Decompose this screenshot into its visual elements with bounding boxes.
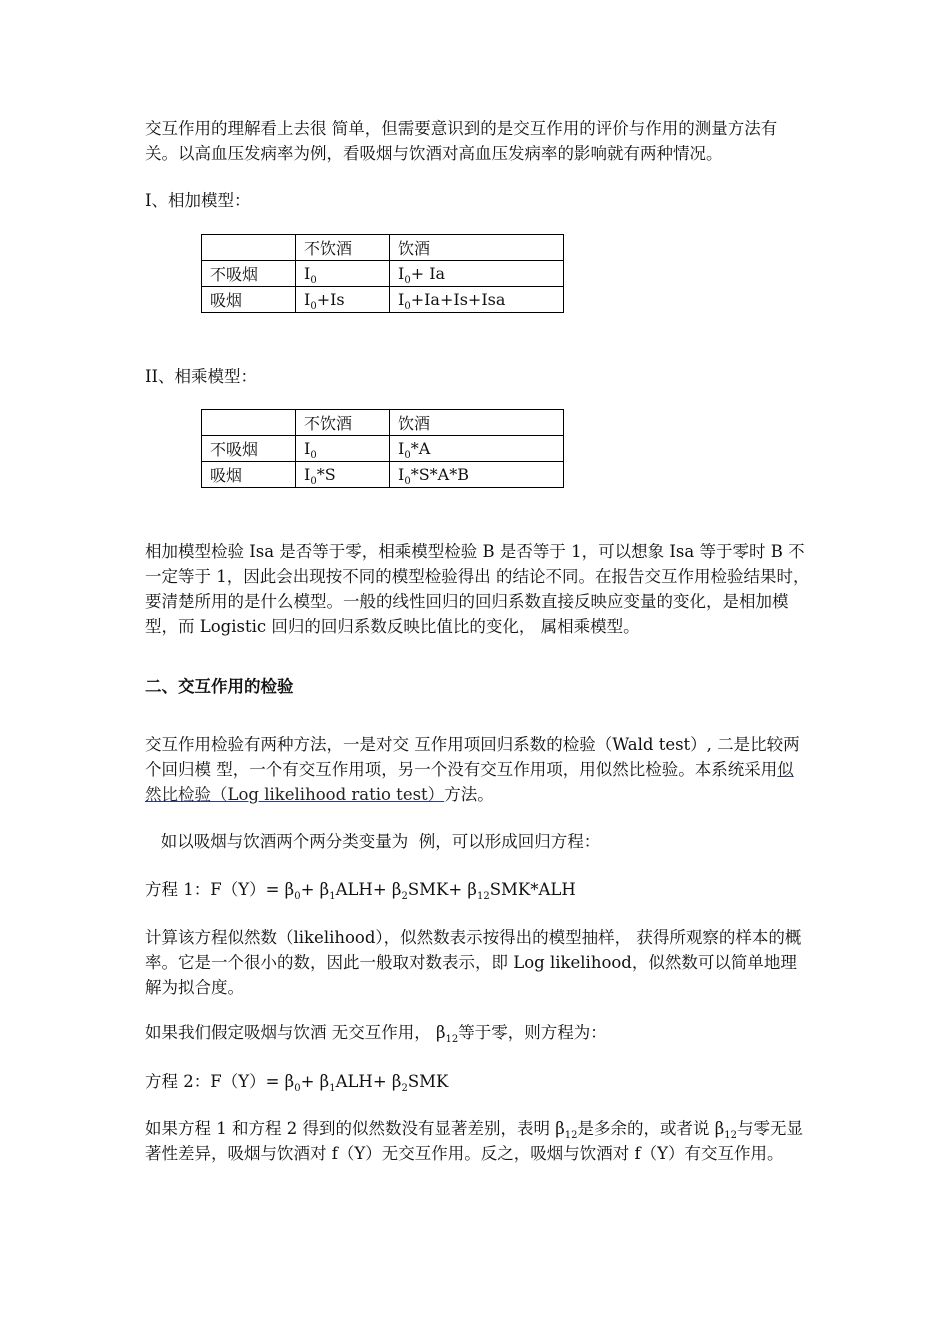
likelihood-paragraph: 计算该方程似然数（likelihood），似然数表示按得出的模型抽样， 获得所观察的样本的概率。它是一个很小的数，因此一般取对数表示，即 Log likelihood，似然数可以简单地理解为拟合度。 [145,928,802,997]
table-cell: $I_0+Is$ [296,287,390,313]
row-label-no-smoke: 不吸烟 [202,261,296,287]
table-header-drink: 饮酒 [390,410,564,436]
table-cell [202,235,296,261]
multiplicative-model-label: II、相乘模型： [145,367,258,386]
table-row [202,462,564,488]
model-comparison-paragraph: 相加模型检验 Isa 是否等于零，相乘模型检验 B 是否等于 1，可以想象 Isa 等于零时 B 不一定等于 1，因此会出现按不同的模型检验得出 的结论不同。在报告交互作用检验结果时，要清楚所用的是什么模型。一般的线性回归的回归系数直接反映应变量的变化，是相加模型，而 Logistic 回归的回归系数反映比值比的变化， 属相乘模型。 [145,542,810,636]
example-intro: 如以吸烟与饮酒两个两分类变量为 例，可以形成回归方程： [145,832,601,851]
intro-paragraph: 交互作用的理解看上去很 简单，但需要意识到的是交互作用的评价与作用的测量方法有关。以高血压发病率为例，看吸烟与饮酒对高血压发病率的影响就有两种情况。 [145,119,778,163]
conclusion-paragraph: 如果方程 1 和方程 2 得到的似然数没有显著差别，表明 $\beta_{12}$是多余的，或者说 $\beta_{12}$与零无显著性差异，吸烟与饮酒对 f（Y）无交互作用。反之，吸烟与饮酒对 f（Y）有交互作用。 [145,1119,804,1163]
assumption-paragraph: 如果我们假定吸烟与饮酒 无交互作用， $\beta_{12}$等于零，则方程为： [145,1023,607,1045]
table-header-no-drink: 不饮酒 [296,235,390,261]
table-header-no-drink: 不饮酒 [296,410,390,436]
row-label-no-smoke: 不吸烟 [202,436,296,462]
table-cell: $I_0+Ia+Is+Isa$ [390,287,564,313]
table-cell: $I_0+ Ia$ [390,261,564,287]
table-row [202,261,564,287]
table-cell: $I_0*S*A*B$ [390,462,564,488]
table-cell: $I_0$ [296,261,390,287]
table-cell: $I_0*A$ [390,436,564,462]
table-row [202,410,564,436]
table-row [202,287,564,313]
methods-paragraph: 交互作用检验有两种方法，一是对交 互作用项回归系数的检验（Wald test）, 二是比较两个回归模 型，一个有交互作用项，另一个没有交互作用项，用似然比检验。本系统采用似然比检验（Log likelihood ratio test）方法。 [145,735,800,804]
section-heading: 二、交互作用的检验 [145,677,294,696]
additive-model-table [201,234,564,313]
table-cell: $I_0*S$ [296,462,390,488]
table-cell: $I_0$ [296,436,390,462]
table-cell [202,410,296,436]
table-header-drink: 饮酒 [390,235,564,261]
row-label-smoke: 吸烟 [202,287,296,313]
additive-model-label: I、相加模型： [145,191,251,210]
table-row [202,436,564,462]
equation-2: 方程 2：$F(Y)= \beta_0+ \beta_1ALH+ \beta_2SMK$ [145,1072,449,1094]
table-row [202,235,564,261]
equation-1: 方程 1：$F(Y)= \beta_0+ \beta_1ALH+ \beta_2SMK+ \beta_{12}SMK*ALH$ [145,880,576,902]
likelihood-ratio-test-link[interactable]: 似然比检验（Log likelihood ratio test） [145,760,794,804]
row-label-smoke: 吸烟 [202,462,296,488]
multiplicative-model-table [201,409,564,488]
